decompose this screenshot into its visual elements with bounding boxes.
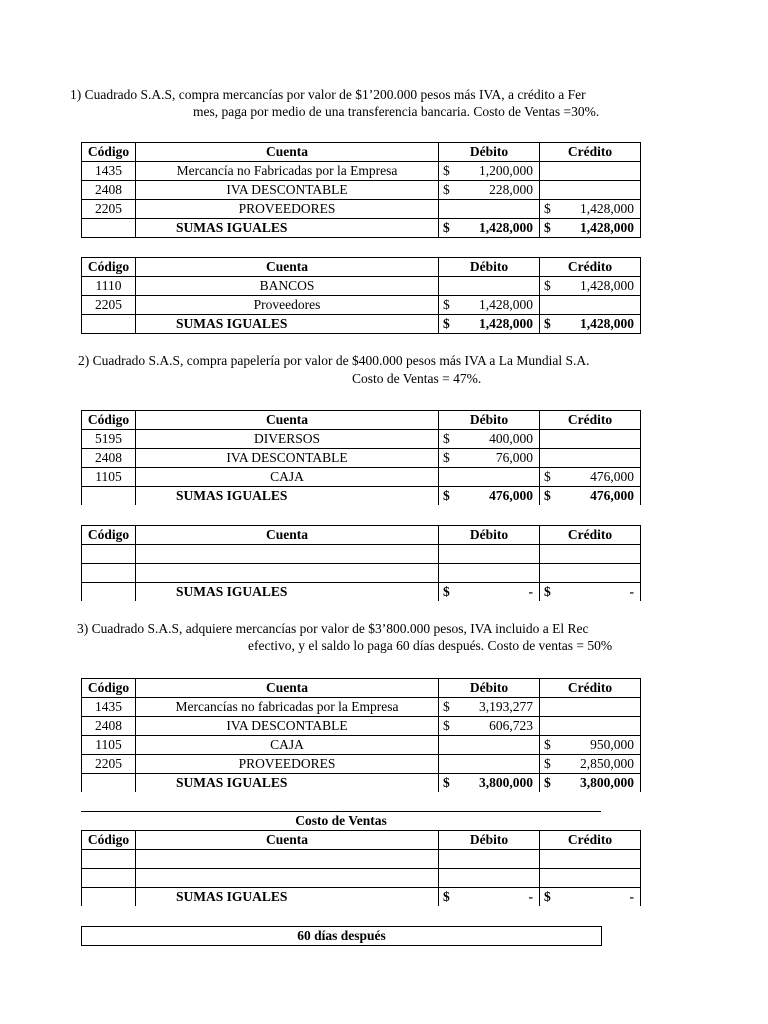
header-cuenta: Cuenta — [136, 526, 439, 545]
row-debit — [439, 430, 540, 449]
sum-label: SUMAS IGUALES — [136, 219, 439, 238]
row-account — [136, 850, 439, 869]
journal-table-2 — [81, 257, 641, 334]
row-debit — [439, 449, 540, 468]
row-debit — [439, 296, 540, 315]
currency-sign: $ — [443, 775, 450, 790]
header-cuenta: Cuenta — [136, 143, 439, 162]
journal-table-5 — [81, 678, 641, 792]
row-code — [82, 850, 136, 869]
currency-sign: $ — [443, 431, 450, 446]
currency-sign: $ — [544, 584, 551, 599]
table-row — [82, 755, 641, 774]
sum-debit — [439, 487, 540, 506]
exercise-2-line-2: Costo de Ventas = 47%. — [352, 371, 482, 386]
table-row — [82, 181, 641, 200]
sum-code-empty — [82, 219, 136, 238]
sum-credit — [540, 315, 641, 334]
row-debit — [439, 277, 540, 296]
sum-debit-dash: - — [528, 889, 533, 904]
row-account — [136, 545, 439, 564]
row-credit — [540, 698, 641, 717]
sum-debit-amount: 1,428,000 — [479, 316, 533, 331]
row-account: CAJA — [136, 468, 439, 487]
row-code: 2205 — [82, 755, 136, 774]
row-account: Mercancías no fabricadas por la Empresa — [136, 698, 439, 717]
row-code: 1105 — [82, 468, 136, 487]
header-debito: Débito — [439, 831, 540, 850]
header-credito: Crédito — [540, 526, 641, 545]
header-debito: Débito — [439, 143, 540, 162]
row-credit — [540, 717, 641, 736]
credit-amount: 1,428,000 — [580, 278, 634, 293]
debit-amount: 1,428,000 — [479, 297, 533, 312]
row-debit — [439, 850, 540, 869]
currency-sign: $ — [443, 316, 450, 331]
currency-sign: $ — [443, 718, 450, 733]
exercise-3-line-2: efectivo, y el saldo lo paga 60 días después. Costo de ventas = 50% — [248, 638, 613, 653]
row-credit — [540, 564, 641, 583]
sum-label: SUMAS IGUALES — [136, 888, 439, 907]
sum-row — [82, 487, 641, 506]
header-credito: Crédito — [540, 143, 641, 162]
currency-sign: $ — [544, 201, 551, 216]
table-row — [82, 545, 641, 564]
row-credit — [540, 755, 641, 774]
row-account: IVA DESCONTABLE — [136, 449, 439, 468]
row-credit — [540, 850, 641, 869]
table-row — [82, 296, 641, 315]
sum-code-empty — [82, 487, 136, 506]
row-debit — [439, 698, 540, 717]
sum-debit-dash: - — [528, 584, 533, 599]
header-credito: Crédito — [540, 831, 641, 850]
row-credit — [540, 736, 641, 755]
credit-amount: 476,000 — [590, 469, 634, 484]
row-credit — [540, 162, 641, 181]
sum-label: SUMAS IGUALES — [136, 315, 439, 334]
exercise-3-line-1: 3) Cuadrado S.A.S, adquiere mercancías por valor de $3’800.000 pesos, IVA incluido a El Rec — [77, 621, 589, 636]
row-debit — [439, 736, 540, 755]
sum-credit-amount: 1,428,000 — [580, 220, 634, 235]
row-code — [82, 564, 136, 583]
row-credit — [540, 296, 641, 315]
row-credit — [540, 545, 641, 564]
header-credito: Crédito — [540, 411, 641, 430]
row-code: 1105 — [82, 736, 136, 755]
header-credito: Crédito — [540, 258, 641, 277]
row-debit — [439, 717, 540, 736]
sum-debit-amount: 1,428,000 — [479, 220, 533, 235]
sum-debit-amount: 3,800,000 — [479, 775, 533, 790]
row-code: 1110 — [82, 277, 136, 296]
row-account: IVA DESCONTABLE — [136, 181, 439, 200]
currency-sign: $ — [443, 220, 450, 235]
row-code: 2408 — [82, 181, 136, 200]
row-debit — [439, 200, 540, 219]
row-credit — [540, 468, 641, 487]
credit-amount: 950,000 — [590, 737, 634, 752]
row-credit — [540, 449, 641, 468]
debit-amount: 3,193,277 — [479, 699, 533, 714]
sum-credit-amount: 3,800,000 — [580, 775, 634, 790]
currency-sign: $ — [544, 488, 551, 503]
currency-sign: $ — [544, 889, 551, 904]
row-code: 1435 — [82, 698, 136, 717]
currency-sign: $ — [544, 220, 551, 235]
sum-row — [82, 219, 641, 238]
table-row — [82, 736, 641, 755]
row-account: BANCOS — [136, 277, 439, 296]
sum-debit — [439, 774, 540, 793]
sixty-days-title: 60 días después — [81, 926, 602, 946]
header-codigo: Código — [82, 831, 136, 850]
currency-sign: $ — [443, 889, 450, 904]
row-credit — [540, 277, 641, 296]
currency-sign: $ — [443, 450, 450, 465]
sum-row — [82, 583, 641, 602]
row-account — [136, 564, 439, 583]
row-account: Mercancía no Fabricadas por la Empresa — [136, 162, 439, 181]
row-credit — [540, 869, 641, 888]
debit-amount: 228,000 — [489, 182, 533, 197]
sum-debit-amount: 476,000 — [489, 488, 533, 503]
header-codigo: Código — [82, 526, 136, 545]
table-row — [82, 564, 641, 583]
credit-amount: 1,428,000 — [580, 201, 634, 216]
debit-amount: 1,200,000 — [479, 163, 533, 178]
header-debito: Débito — [439, 411, 540, 430]
table-row — [82, 850, 641, 869]
header-codigo: Código — [82, 679, 136, 698]
sum-code-empty — [82, 583, 136, 602]
row-account: IVA DESCONTABLE — [136, 717, 439, 736]
table-row — [82, 200, 641, 219]
journal-table-4 — [81, 525, 641, 601]
row-debit — [439, 755, 540, 774]
currency-sign: $ — [544, 278, 551, 293]
row-credit — [540, 181, 641, 200]
currency-sign: $ — [443, 699, 450, 714]
sum-debit — [439, 583, 540, 602]
row-code: 2408 — [82, 449, 136, 468]
row-debit — [439, 162, 540, 181]
row-credit — [540, 200, 641, 219]
debit-amount: 606,723 — [489, 718, 533, 733]
costo-ventas-title: Costo de Ventas — [81, 811, 601, 830]
sum-credit — [540, 219, 641, 238]
table-row — [82, 162, 641, 181]
sum-label: SUMAS IGUALES — [136, 774, 439, 793]
sum-label: SUMAS IGUALES — [136, 583, 439, 602]
row-code: 2408 — [82, 717, 136, 736]
sum-code-empty — [82, 888, 136, 907]
header-cuenta: Cuenta — [136, 679, 439, 698]
currency-sign: $ — [443, 163, 450, 178]
row-account: DIVERSOS — [136, 430, 439, 449]
table-row — [82, 869, 641, 888]
row-account: PROVEEDORES — [136, 200, 439, 219]
sum-credit — [540, 487, 641, 506]
currency-sign: $ — [443, 182, 450, 197]
sum-credit-dash: - — [629, 889, 634, 904]
currency-sign: $ — [544, 316, 551, 331]
row-account: Proveedores — [136, 296, 439, 315]
row-code: 5195 — [82, 430, 136, 449]
currency-sign: $ — [544, 775, 551, 790]
sum-code-empty — [82, 315, 136, 334]
table-row — [82, 468, 641, 487]
table-row — [82, 717, 641, 736]
table-row — [82, 430, 641, 449]
currency-sign: $ — [544, 469, 551, 484]
row-debit — [439, 468, 540, 487]
row-account — [136, 869, 439, 888]
sum-label: SUMAS IGUALES — [136, 487, 439, 506]
row-code: 2205 — [82, 296, 136, 315]
currency-sign: $ — [544, 756, 551, 771]
currency-sign: $ — [443, 488, 450, 503]
row-code — [82, 869, 136, 888]
exercise-1-line-1: 1) Cuadrado S.A.S, compra mercancías por valor de $1’200.000 pesos más IVA, a crédito a Fer — [70, 87, 586, 102]
sum-row — [82, 315, 641, 334]
credit-amount: 2,850,000 — [580, 756, 634, 771]
sum-credit — [540, 774, 641, 793]
sum-debit — [439, 219, 540, 238]
header-cuenta: Cuenta — [136, 411, 439, 430]
row-account: PROVEEDORES — [136, 755, 439, 774]
row-debit — [439, 564, 540, 583]
sum-credit-amount: 476,000 — [590, 488, 634, 503]
table-row — [82, 698, 641, 717]
header-credito: Crédito — [540, 679, 641, 698]
sum-credit-amount: 1,428,000 — [580, 316, 634, 331]
currency-sign: $ — [544, 737, 551, 752]
sum-credit-dash: - — [629, 584, 634, 599]
row-code: 2205 — [82, 200, 136, 219]
row-debit — [439, 545, 540, 564]
debit-amount: 400,000 — [489, 431, 533, 446]
sum-row — [82, 774, 641, 793]
table-row — [82, 449, 641, 468]
row-code — [82, 545, 136, 564]
header-codigo: Código — [82, 258, 136, 277]
header-debito: Débito — [439, 526, 540, 545]
exercise-1-line-2: mes, paga por medio de una transferencia bancaria. Costo de Ventas =30%. — [193, 104, 600, 119]
header-cuenta: Cuenta — [136, 258, 439, 277]
sum-credit — [540, 888, 641, 907]
sum-debit — [439, 888, 540, 907]
sum-code-empty — [82, 774, 136, 793]
table-row — [82, 277, 641, 296]
debit-amount: 76,000 — [495, 450, 533, 465]
exercise-2-line-1: 2) Cuadrado S.A.S, compra papelería por valor de $400.000 pesos más IVA a La Mundial S.A. — [78, 353, 590, 368]
row-code: 1435 — [82, 162, 136, 181]
journal-table-6 — [81, 830, 641, 906]
header-debito: Débito — [439, 258, 540, 277]
row-account: CAJA — [136, 736, 439, 755]
currency-sign: $ — [443, 584, 450, 599]
sum-row — [82, 888, 641, 907]
header-cuenta: Cuenta — [136, 831, 439, 850]
header-codigo: Código — [82, 411, 136, 430]
journal-table-3 — [81, 410, 641, 505]
row-debit — [439, 181, 540, 200]
header-codigo: Código — [82, 143, 136, 162]
journal-table-1 — [81, 142, 641, 238]
header-debito: Débito — [439, 679, 540, 698]
row-credit — [540, 430, 641, 449]
row-debit — [439, 869, 540, 888]
sum-debit — [439, 315, 540, 334]
sum-credit — [540, 583, 641, 602]
currency-sign: $ — [443, 297, 450, 312]
